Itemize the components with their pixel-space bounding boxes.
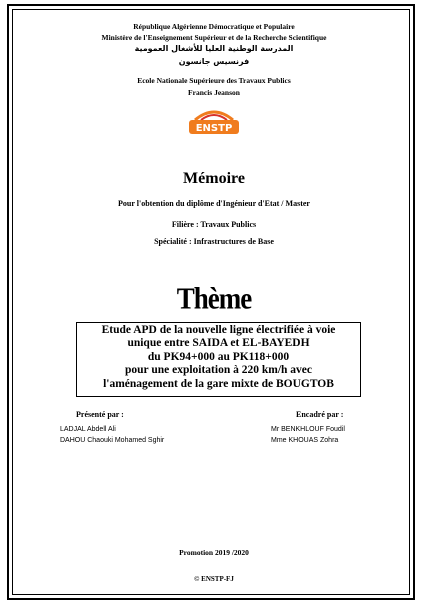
enstp-logo	[185, 106, 243, 138]
school-name: Ecole Nationale Supérieure des Travaux Publics	[137, 76, 291, 85]
theme-line: pour une exploitation à 220 km/h avec	[125, 364, 312, 377]
theme-line: Etude APD de la nouvelle ligne électrifiée à voie	[101, 324, 336, 336]
theme-heading: Thème	[176, 280, 252, 316]
supervised-label: Encadré par :	[296, 410, 344, 419]
copyright-line: © ENSTP-FJ	[194, 575, 234, 583]
school-subname: Francis Jeanson	[188, 88, 240, 97]
obtention-line: Pour l'obtention du diplôme d'Ingénieur d'Etat / Master	[118, 199, 310, 208]
theme-line: l'aménagement de la gare mixte de BOUGTOB	[103, 377, 334, 390]
memoire-title: Mémoire	[183, 170, 245, 187]
theme-line: du PK94+000 au PK118+000	[147, 350, 290, 363]
supervisor-name: Mme KHOUAS Zohra	[271, 437, 339, 444]
theme-box	[76, 322, 361, 397]
supervisor-name: Mr BENKHLOUF Foudil	[271, 426, 345, 433]
republic-header: République Algérienne Démocratique et Populaire	[133, 22, 295, 31]
arabic-francis-jeanson: فرنسيس جانسون	[178, 57, 250, 66]
filiere-line: Filière : Travaux Publics	[171, 220, 257, 229]
ministry-header: Ministère de l'Enseignement Supérieur et de la Recherche Scientifique	[101, 33, 327, 42]
specialite-line: Spécialité : Infrastructures de Base	[154, 237, 274, 246]
presented-label: Présenté par :	[76, 410, 124, 419]
arabic-school-name: المدرسة الوطنية العليا للأشغال العمومية	[134, 44, 294, 53]
presenter-name: LADJAL Abdell Ali	[60, 426, 116, 433]
theme-line: unique entre SAIDA et EL-BAYEDH	[127, 337, 310, 350]
presenter-name: DAHOU Chaouki Mohamed Sghir	[60, 437, 165, 444]
logo-text: ENSTP	[195, 123, 233, 134]
promotion-line: Promotion 2019 /2020	[179, 548, 249, 557]
